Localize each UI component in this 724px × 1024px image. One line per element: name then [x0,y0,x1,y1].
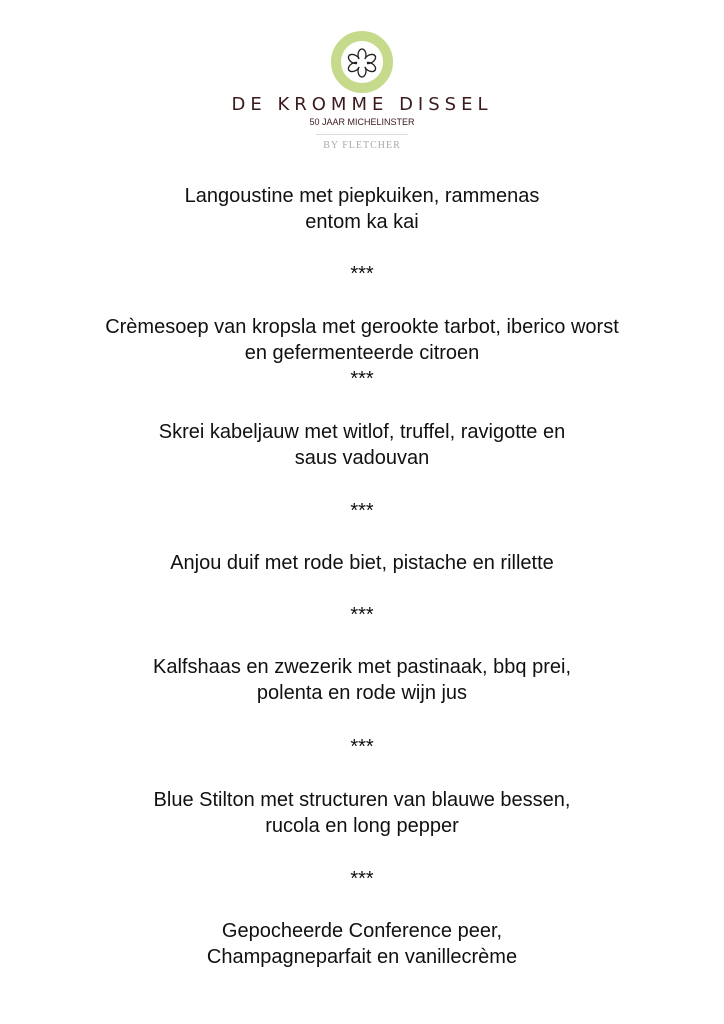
separator: *** [350,868,374,890]
course-4-line-1: Anjou duif met rode biet, pistache en rillette [170,552,554,574]
course-6-line-1: Blue Stilton met structuren van blauwe bessen, [153,789,571,811]
separator: *** [350,263,374,285]
logo-divider [316,134,408,135]
course-7-line-2: Champagneparfait en vanillecrème [206,946,518,968]
course-1-line-1: Langoustine met piepkuiken, rammenas [184,185,540,207]
course-5-line-1: Kalfshaas en zwezerik met pastinaak, bbq prei, [153,656,571,678]
course-3-line-1: Skrei kabeljauw met witlof, truffel, ravigotte en [158,421,566,443]
michelin-star-icon [346,47,378,79]
course-7-line-1: Gepocheerde Conference peer, [221,920,503,942]
restaurant-name: DE KROMME DISSEL [231,94,493,115]
course-1-line-2: entom ka kai [305,211,419,233]
course-3-line-2: saus vadouvan [294,447,430,469]
course-2-line-2: en gefermenteerde citroen [244,342,480,364]
separator: *** [350,500,374,522]
restaurant-subtitle: 50 JAAR MICHELINSTER [309,117,415,127]
course-5-line-2: polenta en rode wijn jus [256,682,468,704]
separator: *** [350,368,374,390]
course-2-line-1: Crèmesoep van kropsla met gerookte tarbot, iberico worst [105,316,619,338]
separator: *** [350,604,374,626]
restaurant-byline: BY FLETCHER [323,140,401,151]
course-6-line-2: rucola en long pepper [265,815,459,837]
separator: *** [350,736,374,758]
